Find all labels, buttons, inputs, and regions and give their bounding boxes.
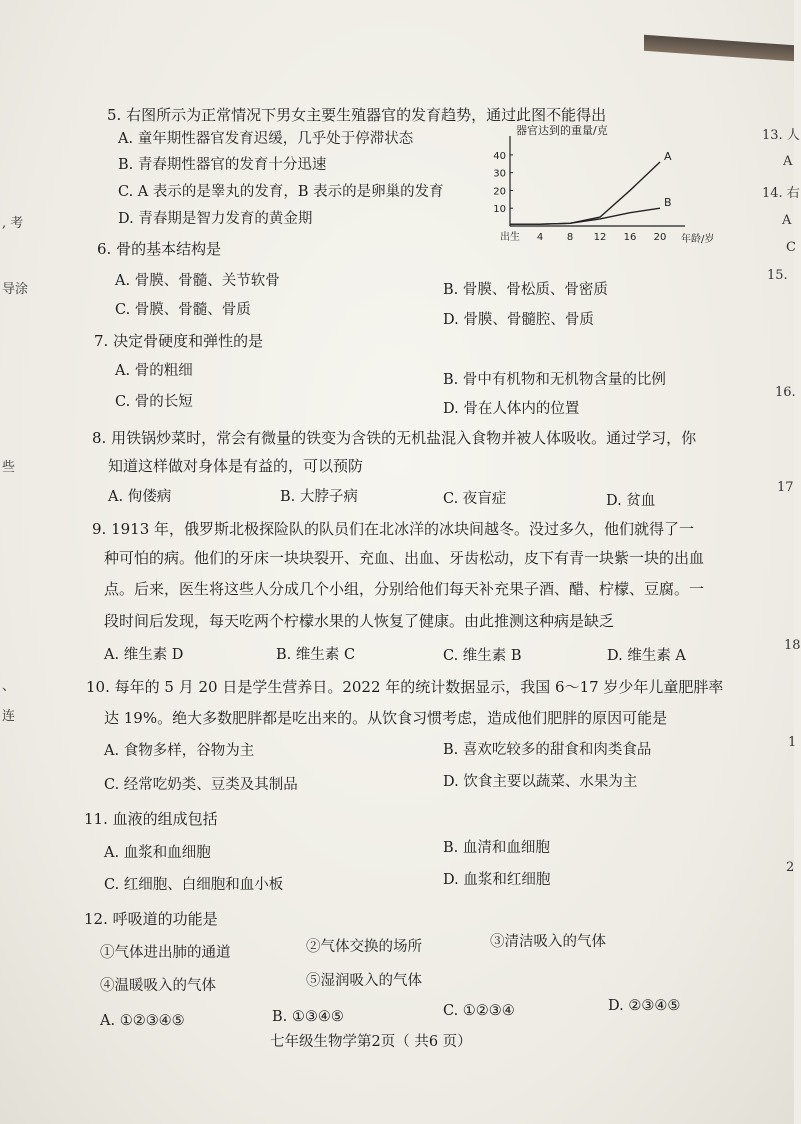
y-tick-label: 40: [493, 150, 506, 162]
y-tick-label: 20: [493, 186, 506, 198]
x-tick-label: 12: [593, 232, 607, 243]
q8-stem-line2: 知道这样做对身体是有益的，可以预防: [108, 457, 364, 475]
right-margin-fragment: C: [786, 240, 796, 255]
page-footer: 七年级生物学第2页（ 共6 页）: [270, 1034, 472, 1050]
right-margin-fragment: 2: [786, 860, 795, 875]
series-line-a: [510, 162, 660, 224]
left-margin-fragment: 些: [2, 460, 16, 475]
q6-option-c: C. 骨膜、骨髓、骨质: [115, 302, 251, 318]
q12-item-4: ④温暖吸入的气体: [100, 978, 216, 994]
q12-option-b: B. ①③④⑤: [272, 1009, 344, 1025]
q5-option-c: C. A 表示的是睾丸的发育，B 表示的是卵巢的发育: [118, 184, 444, 200]
q10-stem-line1: 10. 每年的 5 月 20 日是学生营养日。2022 年的统计数据显示，我国 6～17 岁少年儿童肥胖率: [86, 678, 724, 696]
q10-option-a: A. 食物多样，谷物为主: [104, 743, 255, 759]
q5-option-a: A. 童年期性器官发育迟缓，几乎处于停滞状态: [118, 131, 414, 147]
q12-item-3: ③清洁吸入的气体: [490, 934, 606, 950]
q12-item-5: ⑤湿润吸入的气体: [306, 973, 422, 989]
y-axis-label: 器官达到的重量/克: [516, 124, 608, 137]
q10-option-b: B. 喜欢吃较多的甜食和肉类食品: [443, 742, 652, 758]
q9-option-b: B. 维生素 C: [276, 647, 356, 663]
right-margin-fragment: 14. 右: [762, 186, 800, 201]
q8-option-a: A. 佝偻病: [108, 489, 172, 505]
q12-item-1: ①气体进出肺的通道: [100, 945, 231, 961]
x-tick-label: 20: [653, 232, 667, 243]
q11-option-c: C. 红细胞、白细胞和血小板: [104, 877, 284, 893]
q7-option-c: C. 骨的长短: [115, 394, 193, 410]
x-tick-label: 4: [536, 232, 544, 243]
chart-axes: [510, 123, 714, 245]
q7-option-d: D. 骨在人体内的位置: [443, 401, 580, 417]
q7-stem: 7. 决定骨硬度和弹性的是: [94, 332, 264, 350]
q11-option-a: A. 血浆和血细胞: [104, 845, 211, 861]
right-margin-fragment: 1: [788, 735, 797, 750]
organ-development-chart: [470, 124, 730, 262]
q9-option-a: A. 维生素 D: [104, 647, 184, 663]
series-label-b: B: [664, 196, 672, 210]
q10-option-d: D. 饮食主要以蔬菜、水果为主: [443, 774, 638, 790]
x-tick-label: 16: [623, 232, 637, 243]
q5-stem: 5. 右图所示为正常情况下男女主要生殖器官的发育趋势，通过此图不能得出: [107, 106, 607, 124]
y-tick-label: 10: [493, 204, 506, 216]
page-corner-shadow: [644, 35, 794, 61]
x-tick-label: 出生: [500, 232, 520, 243]
right-margin-fragment: A: [783, 154, 793, 169]
q8-option-b: B. 大脖子病: [280, 489, 358, 505]
right-margin-fragment: 15.: [767, 268, 788, 283]
left-margin-fragment: 导涂: [2, 282, 29, 297]
q11-stem: 11. 血液的组成包括: [84, 810, 218, 828]
series-label-a: A: [664, 150, 672, 163]
q10-stem-line2: 达 19%。绝大多数肥胖都是吃出来的。从饮食习惯考虑，造成他们肥胖的原因可能是: [104, 709, 668, 727]
q8-option-d: D. 贫血: [606, 493, 656, 509]
q5-option-d: D. 青春期是智力发育的黄金期: [118, 211, 313, 227]
q11-option-d: D. 血浆和红细胞: [443, 872, 551, 888]
x-tick-label: 8: [566, 232, 574, 243]
right-margin-fragment: 13. 人: [762, 128, 800, 143]
series-line-b: [510, 208, 660, 224]
q12-item-2: ②气体交换的场所: [306, 939, 422, 955]
q10-option-c: C. 经常吃奶类、豆类及其制品: [104, 777, 298, 793]
q12-option-d: D. ②③④⑤: [608, 998, 681, 1014]
q6-option-b: B. 骨膜、骨松质、骨密质: [443, 282, 608, 298]
q6-stem: 6. 骨的基本结构是: [97, 240, 222, 258]
q9-stem-line3: 点。后来，医生将这些人分成几个小组，分别给他们每天补充果子酒、醋、柠檬、豆腐。一: [104, 580, 705, 598]
left-margin-fragment: , 考: [2, 216, 24, 231]
q12-option-a: A. ①②③④⑤: [100, 1013, 185, 1029]
q9-stem-line1: 9. 1913 年，俄罗斯北极探险队的队员们在北冰洋的冰块间越冬。没过多久，他们就得了一: [92, 520, 695, 538]
right-margin-fragment: 16.: [775, 385, 796, 400]
q8-stem-line1: 8. 用铁锅炒菜时，常会有微量的铁变为含铁的无机盐混入食物并被人体吸收。通过学习，你: [92, 429, 697, 447]
left-margin-fragment: 、: [2, 679, 16, 694]
q8-option-c: C. 夜盲症: [443, 491, 507, 507]
q5-option-b: B. 青春期性器官的发育十分迅速: [118, 157, 327, 173]
q6-option-d: D. 骨膜、骨髓腔、骨质: [443, 312, 594, 328]
right-margin-fragment: 18: [784, 638, 801, 653]
right-margin-fragment: A: [782, 213, 792, 228]
left-margin-fragment: 连: [2, 709, 16, 724]
right-margin-fragment: 17: [777, 480, 794, 495]
q7-option-b: B. 骨中有机物和无机物含量的比例: [443, 372, 666, 388]
q9-stem-line4: 段时间后发现，每天吃两个柠檬水果的人恢复了健康。由此推测这种病是缺乏: [104, 612, 615, 630]
q12-stem: 12. 呼吸道的功能是: [84, 910, 218, 928]
q11-option-b: B. 血清和血细胞: [443, 840, 550, 856]
q6-option-a: A. 骨膜、骨髓、关节软骨: [115, 273, 280, 289]
q9-option-c: C. 维生素 B: [443, 648, 522, 664]
q9-stem-line2: 种可怕的病。他们的牙床一块块裂开、充血、出血、牙齿松动，皮下有青一块紫一块的出血: [104, 549, 705, 567]
q7-option-a: A. 骨的粗细: [115, 363, 193, 379]
y-tick-label: 30: [493, 168, 506, 180]
q9-option-d: D. 维生素 A: [607, 648, 686, 664]
q12-option-c: C. ①②③④: [443, 1003, 515, 1019]
x-axis-label: 年龄/岁: [681, 234, 715, 245]
